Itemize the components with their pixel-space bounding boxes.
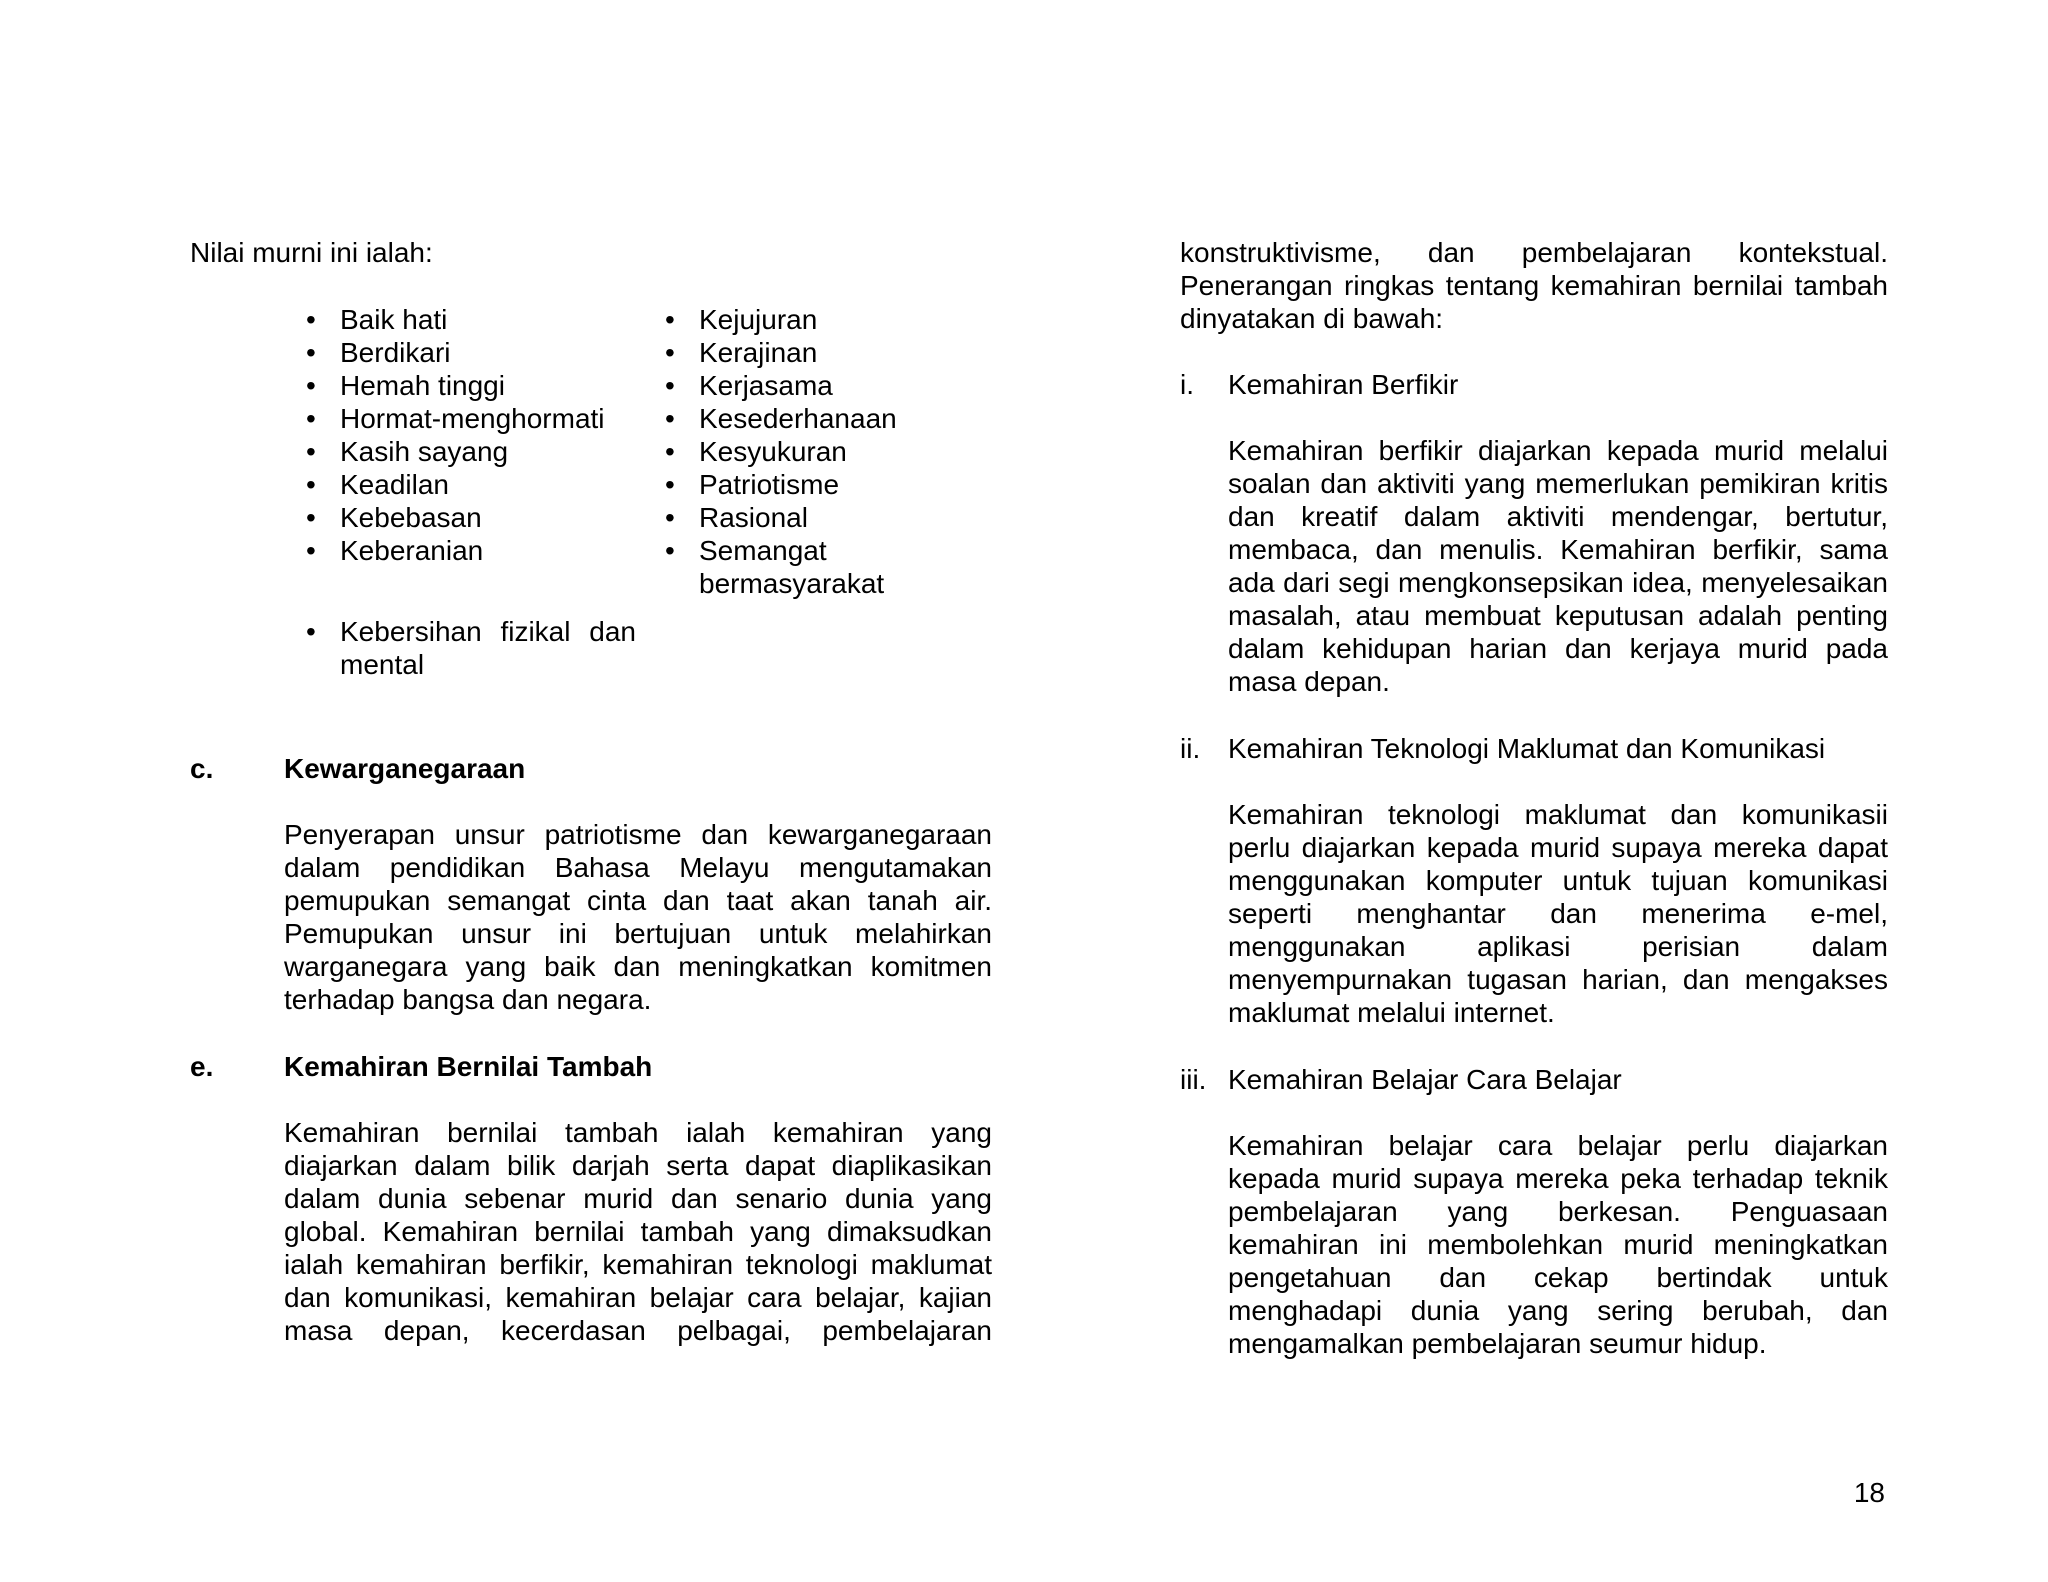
item-iii-number: iii.: [1180, 1064, 1207, 1095]
list-item: • Kerajinan: [665, 336, 925, 369]
list-item: • Hemah tinggi: [306, 369, 636, 402]
list-item: • Keadilan: [306, 468, 636, 501]
item-ii-heading: Kemahiran Teknologi Maklumat dan Komunikasi: [1228, 733, 1826, 764]
values-list-extra: [306, 615, 636, 681]
list-item: • Keberanian: [306, 534, 636, 567]
section-c-heading: Kewarganegaraan: [284, 753, 526, 784]
item-i-paragraph: Kemahiran berfikir diajarkan kepada murid melalui soalan dan aktiviti yang memerlukan pemikiran kritis dan kreatif dalam aktiviti mendengar, bertutur, membaca, dan menulis. Kemahiran berfikir, sama ada dari segi mengkonsepsikan idea, menyelesaikan masalah, atau membuat keputusan adalah penting dalam kehidupan harian dan kerjaya murid pada masa depan.: [1228, 435, 1888, 697]
list-item: • Baik hati: [306, 303, 636, 336]
list-item: • Kasih sayang: [306, 435, 636, 468]
values-intro: Nilai murni ini ialah:: [190, 237, 433, 268]
section-e-paragraph: Kemahiran bernilai tambah ialah kemahiran yang diajarkan dalam bilik darjah serta dapat diaplikasikan dalam dunia sebenar murid dan senario dunia yang global. Kemahiran bernilai tambah yang dimaksudkan ialah kemahiran berfikir, kemahiran teknologi maklumat dan komunikasi, kemahiran belajar cara belajar, kajian masa depan, kecerdasan pelbagai, pembelajaran: [284, 1117, 992, 1346]
section-e-heading: Kemahiran Bernilai Tambah: [284, 1051, 653, 1082]
item-ii-number: ii.: [1180, 733, 1201, 764]
list-item: • Kejujuran: [665, 303, 925, 336]
list-item: • Kerjasama: [665, 369, 925, 402]
list-item: • Hormat-menghormati: [306, 402, 636, 435]
list-item: • Kesyukuran: [665, 435, 925, 468]
item-i-number: i.: [1180, 369, 1194, 400]
list-item: • Berdikari: [306, 336, 636, 369]
list-item: • Rasional: [665, 501, 925, 534]
list-item: • Semangat bermasyarakat: [665, 534, 925, 600]
right-intro-paragraph: konstruktivisme, dan pembelajaran kontekstual. Penerangan ringkas tentang kemahiran bernilai tambah dinyatakan di bawah:: [1180, 237, 1888, 334]
section-e-marker: e.: [190, 1051, 214, 1082]
section-c-paragraph: Penyerapan unsur patriotisme dan kewarganegaraan dalam pendidikan Bahasa Melayu mengutamakan pemupukan semangat cinta dan taat akan tanah air. Pemupukan unsur ini bertujuan untuk melahirkan warganegara yang baik dan meningkatkan komitmen terhadap bangsa dan negara.: [284, 819, 992, 1015]
page-number: 18: [1853, 1477, 1885, 1508]
item-iii-paragraph: Kemahiran belajar cara belajar perlu diajarkan kepada murid supaya mereka peka terhadap teknik pembelajaran yang berkesan. Penguasaan kemahiran ini membolehkan murid meningkatkan pengetahuan dan cekap bertindak untuk menghadapi dunia yang sering berubah, dan mengamalkan pembelajaran seumur hidup.: [1228, 1130, 1888, 1359]
values-list-left: [306, 303, 636, 567]
list-item: • Kebebasan: [306, 501, 636, 534]
item-ii-paragraph: Kemahiran teknologi maklumat dan komunikasii perlu diajarkan kepada murid supaya mereka dapat menggunakan komputer untuk tujuan komunikasi seperti menghantar dan menerima e-mel, menggunakan aplikasi perisian dalam menyempurnakan tugasan harian, dan mengakses maklumat melalui internet.: [1228, 799, 1888, 1028]
item-i-heading: Kemahiran Berfikir: [1228, 369, 1459, 400]
item-iii-heading: Kemahiran Belajar Cara Belajar: [1228, 1064, 1622, 1095]
list-item: • Patriotisme: [665, 468, 925, 501]
section-c-marker: c.: [190, 753, 214, 784]
list-item: • Kebersihan fizikal dan mental: [306, 615, 636, 681]
values-list-right: [665, 303, 925, 600]
list-item: • Kesederhanaan: [665, 402, 925, 435]
